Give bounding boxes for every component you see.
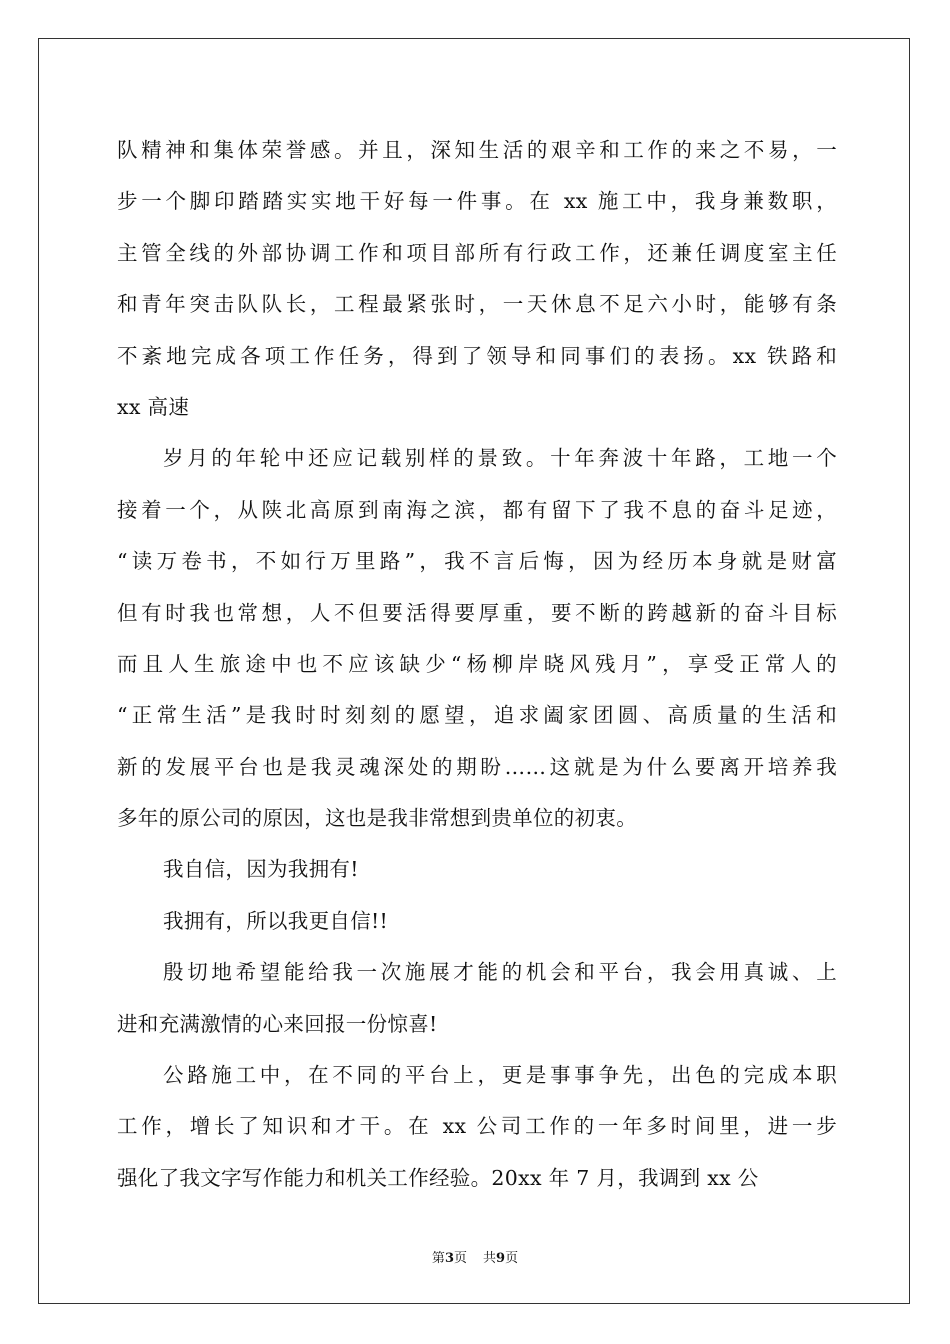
text-line: 我自信，因为我拥有!: [163, 857, 359, 882]
page-number: 3: [444, 1251, 454, 1266]
paragraph: [117, 947, 837, 1050]
page-footer: [0, 1247, 950, 1266]
paragraph: [117, 1050, 837, 1204]
text-line: 强化了我文字写作能力和机关工作经验。20xx 年 7 月，我调到 xx 公: [117, 1165, 759, 1190]
text-line: 我拥有，所以我更自信!!: [163, 908, 389, 933]
text-line: 不紊地完成各项工作任务，得到了领导和同事们的表扬。xx 铁路和: [117, 343, 837, 368]
paragraph: [117, 896, 837, 947]
text-line: 主管全线的外部协调工作和项目部所有行政工作，还兼任调度室主任: [117, 240, 837, 265]
text-line: 岁月的年轮中还应记载别样的景致。十年奔波十年路，工地一个: [163, 446, 837, 471]
text-line: 队精神和集体荣誉感。并且，深知生活的艰辛和工作的来之不易，一: [117, 138, 837, 162]
text-line: 步一个脚印踏踏实实地干好每一件事。在 xx 施工中，我身兼数职，: [117, 189, 837, 214]
text-line: 工作，增长了知识和才干。在 xx 公司工作的一年多时间里，进一步: [117, 1114, 837, 1139]
page-suffix: 页: [453, 1251, 467, 1266]
paragraph: [117, 844, 837, 895]
text-line: 但有时我也常想，人不但要活得要厚重，要不断的跨越新的奋斗目标: [117, 600, 837, 625]
text-line: 公路施工中，在不同的平台上，更是事事争先，出色的完成本职: [163, 1063, 837, 1088]
document-body: [117, 125, 837, 1204]
total-suffix: 页: [505, 1251, 519, 1266]
text-line: 进和充满激情的心来回报一份惊喜!: [117, 1011, 438, 1036]
paragraph: [117, 433, 837, 844]
text-line: 接着一个，从陕北高原到南海之滨，都有留下了我不息的奋斗足迹，: [117, 497, 837, 522]
paragraph: [117, 125, 837, 433]
total-pages: 9: [496, 1251, 506, 1266]
page-prefix: 第: [431, 1251, 445, 1266]
text-line: 和青年突击队队长，工程最紧张时，一天休息不足六小时，能够有条: [117, 292, 837, 317]
text-line: “读万卷书，不如行万里路”，我不言后悔，因为经历本身就是财富: [117, 549, 837, 574]
text-line: “正常生活”是我时时刻刻的愿望，追求阖家团圆、高质量的生活和: [117, 703, 837, 728]
total-prefix: 共: [483, 1251, 497, 1266]
text-line: 新的发展平台也是我灵魂深处的期盼……这就是为什么要离开培养我: [117, 754, 837, 779]
text-line: xx 高速: [117, 394, 190, 419]
text-line: 多年的原公司的原因，这也是我非常想到贵单位的初衷。: [117, 806, 637, 831]
text-line: 殷切地希望能给我一次施展才能的机会和平台，我会用真诚、上: [163, 960, 837, 985]
text-line: 而且人生旅途中也不应该缺少“杨柳岸晓风残月”，享受正常人的: [117, 651, 837, 676]
